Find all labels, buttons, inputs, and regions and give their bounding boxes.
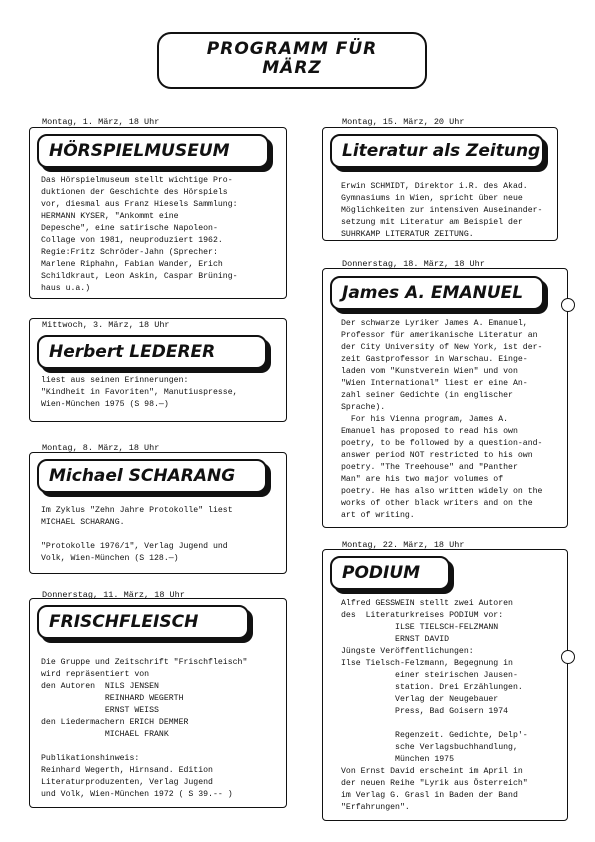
event-heading-box — [330, 556, 450, 590]
event-date: Donnerstag, 11. März, 18 Uhr — [42, 590, 185, 600]
event-description: Alfred GESSWEIN stellt zwei Autoren des Literaturkreises PODIUM vor: ILSE TIELSCH-FELZMANN ERNST DAVID Jüngste Veröffentlichungen: Ilse Tielsch-Felzmann, Begegnung in einer steirischen Jausen- station. Drei Erzählungen. Verlag der Neugebauer Press, Bad Goisern 1974 Regenzeit. Gedichte, Delp'- sche Verlagsbuchhandlung, München 1975 Von Ernst David erscheint im April in der neuen Reihe "Lyrik aus Österreich" im Verlag G. Grasl in Baden der Band "Erfahrungen". — [341, 599, 528, 812]
event-description: Der schwarze Lyriker James A. Emanuel, Professor für amerikanische Literatur an der City University of New York, ist der- zeit Gastprofessor in Warschau. Einge- laden vom "Kunstverein Wien" und von "Wien International" liest er eine An- zahl seiner Gedichte (in englischer Sprache). For his Vienna program, James A. Emanuel has proposed to read his own poetry, to be followed by a question-and- answer period NOT restricted to his own poetry. "The Treehouse" and "Panther Man" are his two major volumes of poetry. He has also written widely on the works of other black writers and on the art of writing. — [341, 319, 543, 520]
event-heading: PODIUM — [342, 563, 421, 583]
event-heading: Michael SCHARANG — [49, 466, 236, 486]
event-heading-box — [330, 276, 544, 310]
program-title-line1: PROGRAMM FÜR — [206, 39, 378, 59]
event-date: Montag, 8. März, 18 Uhr — [42, 443, 160, 453]
event-description: Das Hörspielmuseum stellt wichtige Pro- duktionen der Geschichte des Hörspiels vor, diesmal aus Franz Hiesels Sammlung: HERMANN KYSER, "Ankommt eine Depesche", eine satirische Napoleon- Collage von 1981, neuproduziert 1962. Regie:Fritz Schröder-Jahn (Sprecher: Marlene Riphahn, Fabian Wander, Erich Schildkraut, Leon Askin, Caspar Brüning- haus u.a.) — [41, 176, 238, 293]
program-title-box — [157, 32, 427, 89]
event-description: Die Gruppe und Zeitschrift "Frischfleisch" wird repräsentiert von den Autoren NILS JENSEN REINHARD WEGERTH ERNST WEISS den Liedermachern ERICH DEMMER MICHAEL FRANK Publikationshinweis: Reinhard Wegerth, Hirnsand. Edition Literaturproduzenten, Verlag Jugend und Volk, Wien-München 1972 ( S 39.-- ) — [41, 658, 248, 799]
event-heading-box — [330, 134, 544, 168]
event-heading-box — [37, 335, 267, 369]
event-date: Montag, 22. März, 18 Uhr — [342, 540, 465, 550]
event-heading: Literatur als Zeitung — [342, 141, 541, 161]
event-date: Montag, 1. März, 18 Uhr — [42, 117, 160, 127]
event-heading-box — [37, 459, 267, 493]
event-date: Donnerstag, 18. März, 18 Uhr — [342, 259, 485, 269]
event-heading-box — [37, 134, 269, 168]
event-description: Erwin SCHMIDT, Direktor i.R. des Akad. Gymnasiums in Wien, spricht über neue Möglichkeiten zur intensiven Auseinander- setzung mit Literatur am Beispiel der SUHRKAMP LITERATUR ZEITUNG. — [341, 182, 543, 239]
event-description: Im Zyklus "Zehn Jahre Protokolle" liest MICHAEL SCHARANG. "Protokolle 1976/1", Verlag Jugend und Volk, Wien-München (S 128.—) — [41, 506, 233, 563]
event-heading: Herbert LEDERER — [49, 342, 216, 362]
punch-hole — [561, 650, 575, 664]
event-heading-box — [37, 605, 249, 639]
punch-hole — [561, 298, 575, 312]
event-description: liest aus seinen Erinnerungen: "Kindheit in Favoriten", Manutiuspresse, Wien-München 1975 (S 98.—) — [41, 376, 238, 409]
event-heading: James A. EMANUEL — [342, 283, 524, 303]
event-heading: HÖRSPIELMUSEUM — [49, 141, 230, 161]
event-date: Montag, 15. März, 20 Uhr — [342, 117, 465, 127]
event-date: Mittwoch, 3. März, 18 Uhr — [42, 320, 170, 330]
program-title-line2: MÄRZ — [262, 58, 322, 78]
event-heading: FRISCHFLEISCH — [49, 612, 199, 632]
